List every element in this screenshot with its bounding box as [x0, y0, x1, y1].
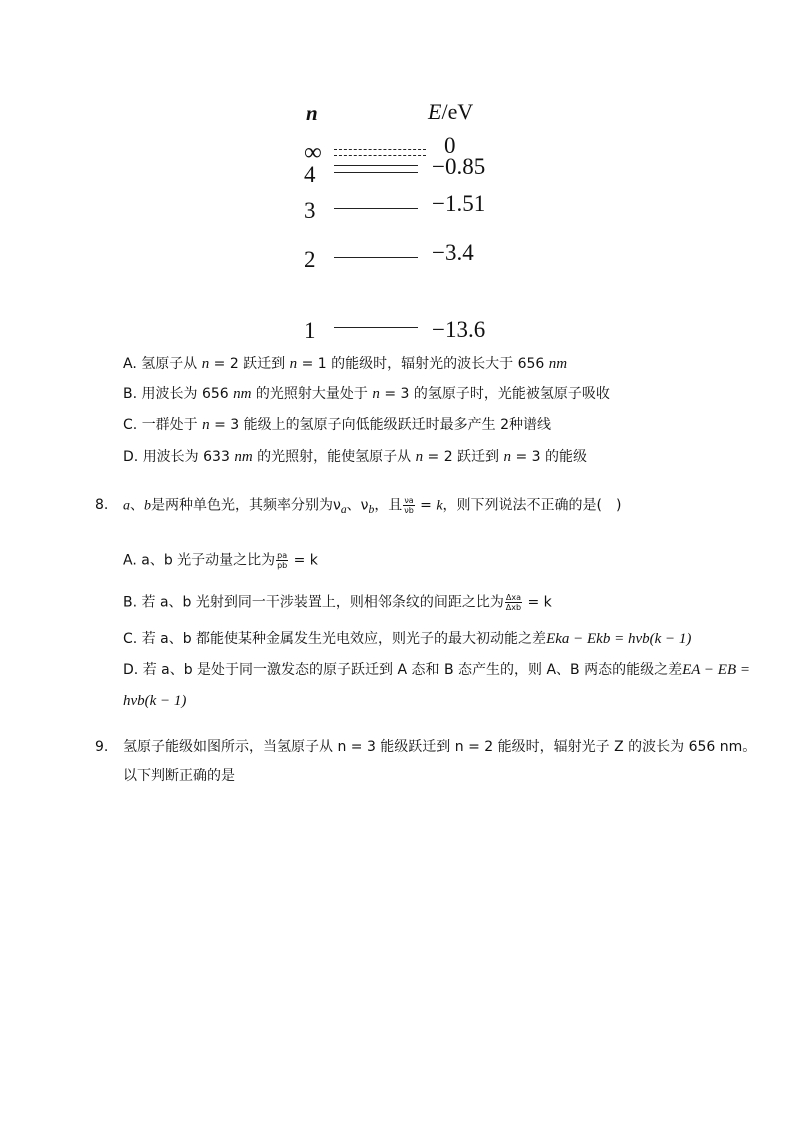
level-n-3: 3: [304, 198, 316, 223]
level-n-1: 1: [304, 318, 316, 343]
n-header: n: [306, 101, 318, 125]
q8-option-d-cont: hνb(k − 1): [123, 693, 187, 709]
q8-option-b: B. 若 a、b 光射到同一干涉装置上，则相邻条纹的间距之比为 $\frac{\text{Δxa}}{\text{Δxb}}$ = k: [123, 593, 552, 612]
energy-header: E/eV: [428, 99, 474, 124]
q9-stem-line1: 氢原子能级如图所示，当氢原子从 n = 3 能级跃迁到 n = 2 能级时，辐射光子 Z 的波长为 656 nm。: [123, 739, 757, 755]
q9-stem-line2: 以下判断正确的是: [123, 768, 235, 784]
q8-option-c: C. 若 a、b 都能使某种金属发生光电效应，则光子的最大初动能之差Eka − Ekb = hνb(k − 1): [123, 631, 692, 647]
level-line-4: [334, 172, 418, 173]
level-e-1: −13.6: [432, 317, 486, 342]
level-line-infinity: [334, 149, 426, 150]
level-line-4a: [334, 165, 418, 166]
level-n-4: 4: [304, 162, 316, 187]
q8-option-d: D. 若 a、b 是处于同一激发态的原子跃迁到 A 态和 B 态产生的，则 A、B 两态的能级之差EA − EB =: [123, 662, 750, 678]
level-e-infinity: 0: [444, 133, 456, 158]
level-n-2: 2: [304, 247, 316, 272]
level-line-1: [334, 327, 418, 328]
q9-number: 9.: [95, 739, 109, 755]
q8-stem: a、b是两种单色光，其频率分别为$\nu_a$、$\nu_b$，且 $\frac{\nu a}{\nu b}$ = k，则下列说法不正确的是( ): [123, 496, 622, 517]
level-e-4: −0.85: [432, 154, 486, 179]
q7-option-b: B. 用波长为 656 nm 的光照射大量处于 n = 3 的氢原子时，光能被氢原子吸收: [123, 386, 610, 402]
q8-option-a: A. a、b 光子动量之比为 $\frac{pa}{pb}$ = k: [123, 551, 318, 570]
q8-frequency-ratio: $\frac{\nu a}{\nu b}$: [404, 496, 414, 515]
level-n-infinity: ∞: [304, 139, 322, 166]
level-line-3: [334, 208, 418, 209]
q7-option-a: A. 氢原子从 n = 2 跃迁到 n = 1 的能级时，辐射光的波长大于 656 nm: [123, 356, 568, 372]
level-e-2: −3.4: [432, 240, 474, 265]
q7-option-c: C. 一群处于 n = 3 能级上的氢原子向低能级跃迁时最多产生 2种谱线: [123, 417, 551, 433]
q8-number: 8.: [95, 497, 109, 513]
q7-option-d: D. 用波长为 633 nm 的光照射，能使氢原子从 n = 2 跃迁到 n = 3 的能级: [123, 449, 588, 465]
level-e-3: −1.51: [432, 191, 486, 216]
level-line-2: [334, 257, 418, 258]
level-line-infinity-2: [334, 155, 426, 156]
